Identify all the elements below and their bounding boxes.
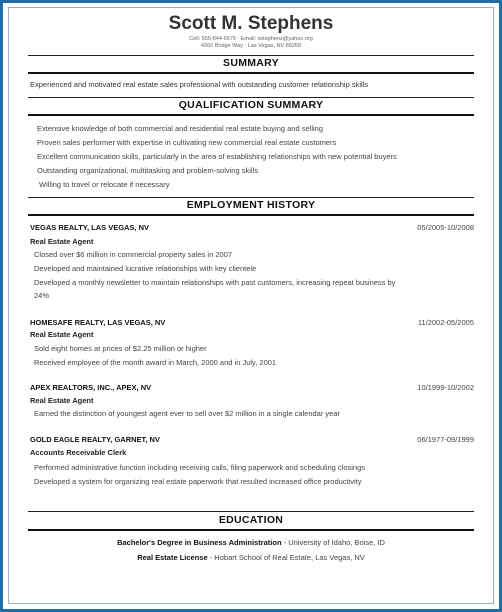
education-rule-bottom <box>28 529 474 531</box>
qualifications-heading: QUALIFICATION SUMMARY <box>178 99 324 111</box>
education-rule-top <box>28 511 474 512</box>
qualifications-rule-top <box>28 97 474 98</box>
summary-rule-top <box>28 55 474 56</box>
job-company: VEGAS REALTY, LAS VEGAS, NV <box>30 223 150 232</box>
contact-line-1: Cell: 555-844-6679 · Email: sstephens@yahoo.org <box>189 36 313 42</box>
job-responsibility: Performed administrative function including receiving calls, filing paperwork and scheduling closings <box>34 463 366 472</box>
education-degree-school: - University of Idaho, Boise, ID <box>281 538 385 547</box>
qualification-item: Willing to travel or relocate if necessary <box>39 180 170 189</box>
job-responsibility: Developed and maintained lucrative relationships with key clientele <box>34 264 257 273</box>
job-dates: 10/1999-10/2002 <box>417 383 474 392</box>
education-degree-line <box>0 538 502 547</box>
job-role: Accounts Receivable Clerk <box>30 448 127 457</box>
job-dates: 06/1977-09/1999 <box>417 435 474 444</box>
qualifications-rule-bottom <box>28 114 474 116</box>
summary-heading: SUMMARY <box>223 57 279 69</box>
job-responsibility: Received employee of the month award in March, 2000 and in July, 2001 <box>34 358 277 367</box>
job-responsibility: Sold eight homes at prices of $2.25 million or higher <box>34 344 207 353</box>
summary-text: Experienced and motivated real estate sales professional with outstanding customer relationship skills <box>30 80 369 89</box>
job-role: Real Estate Agent <box>30 330 94 339</box>
education-license-school: - Hobart School of Real Estate, Las Vegas, NV <box>207 553 365 562</box>
qualification-item: Excellent communication skills, particularly in the area of establishing relationships with new potential buyers <box>37 152 397 161</box>
employment-heading: EMPLOYMENT HISTORY <box>186 199 316 211</box>
summary-rule-bottom <box>28 72 474 74</box>
job-role: Real Estate Agent <box>30 237 94 246</box>
job-responsibility: Developed a system for organizing real estate paperwork that resulted increased office productivity <box>34 477 362 486</box>
job-responsibility: Closed over $6 million in commercial property sales in 2007 <box>34 250 233 259</box>
qualification-item: Outstanding organizational, multitasking and problem-solving skills <box>37 166 258 175</box>
job-dates: 11/2002-05/2005 <box>417 318 474 327</box>
qualification-item: Proven sales performer with expertise in cultivating new commercial real estate customers <box>37 138 337 147</box>
job-company: APEX REALTORS, INC., APEX, NV <box>30 383 152 392</box>
employment-rule-top <box>28 197 474 198</box>
job-dates: 05/2005-10/2008 <box>417 223 474 232</box>
job-responsibility: Developed a monthly newsletter to maintain relationships with past customers, increasing repeat business by <box>34 278 396 287</box>
job-company: HOMESAFE REALTY, LAS VEGAS, NV <box>30 318 166 327</box>
education-heading: EDUCATION <box>218 514 284 526</box>
employment-rule-bottom <box>28 214 474 216</box>
education-license-line <box>0 553 502 562</box>
contact-line-2: 4360 Bridge Way · Las Vegas, NV 89268 <box>200 43 302 49</box>
job-role: Real Estate Agent <box>30 396 94 405</box>
resume-name: Scott M. Stephens <box>168 13 334 34</box>
job-responsibility: 24% <box>34 291 50 300</box>
education-degree: Bachelor's Degree in Business Administration <box>117 538 282 547</box>
qualification-item: Extensive knowledge of both commercial and residential real estate buying and selling <box>37 124 323 133</box>
job-company: GOLD EAGLE REALTY, GARNET, NV <box>30 435 160 444</box>
job-responsibility: Earned the distinction of youngest agent ever to sell over $2 million in a single calendar year <box>34 409 341 418</box>
education-license: Real Estate License <box>137 553 208 562</box>
